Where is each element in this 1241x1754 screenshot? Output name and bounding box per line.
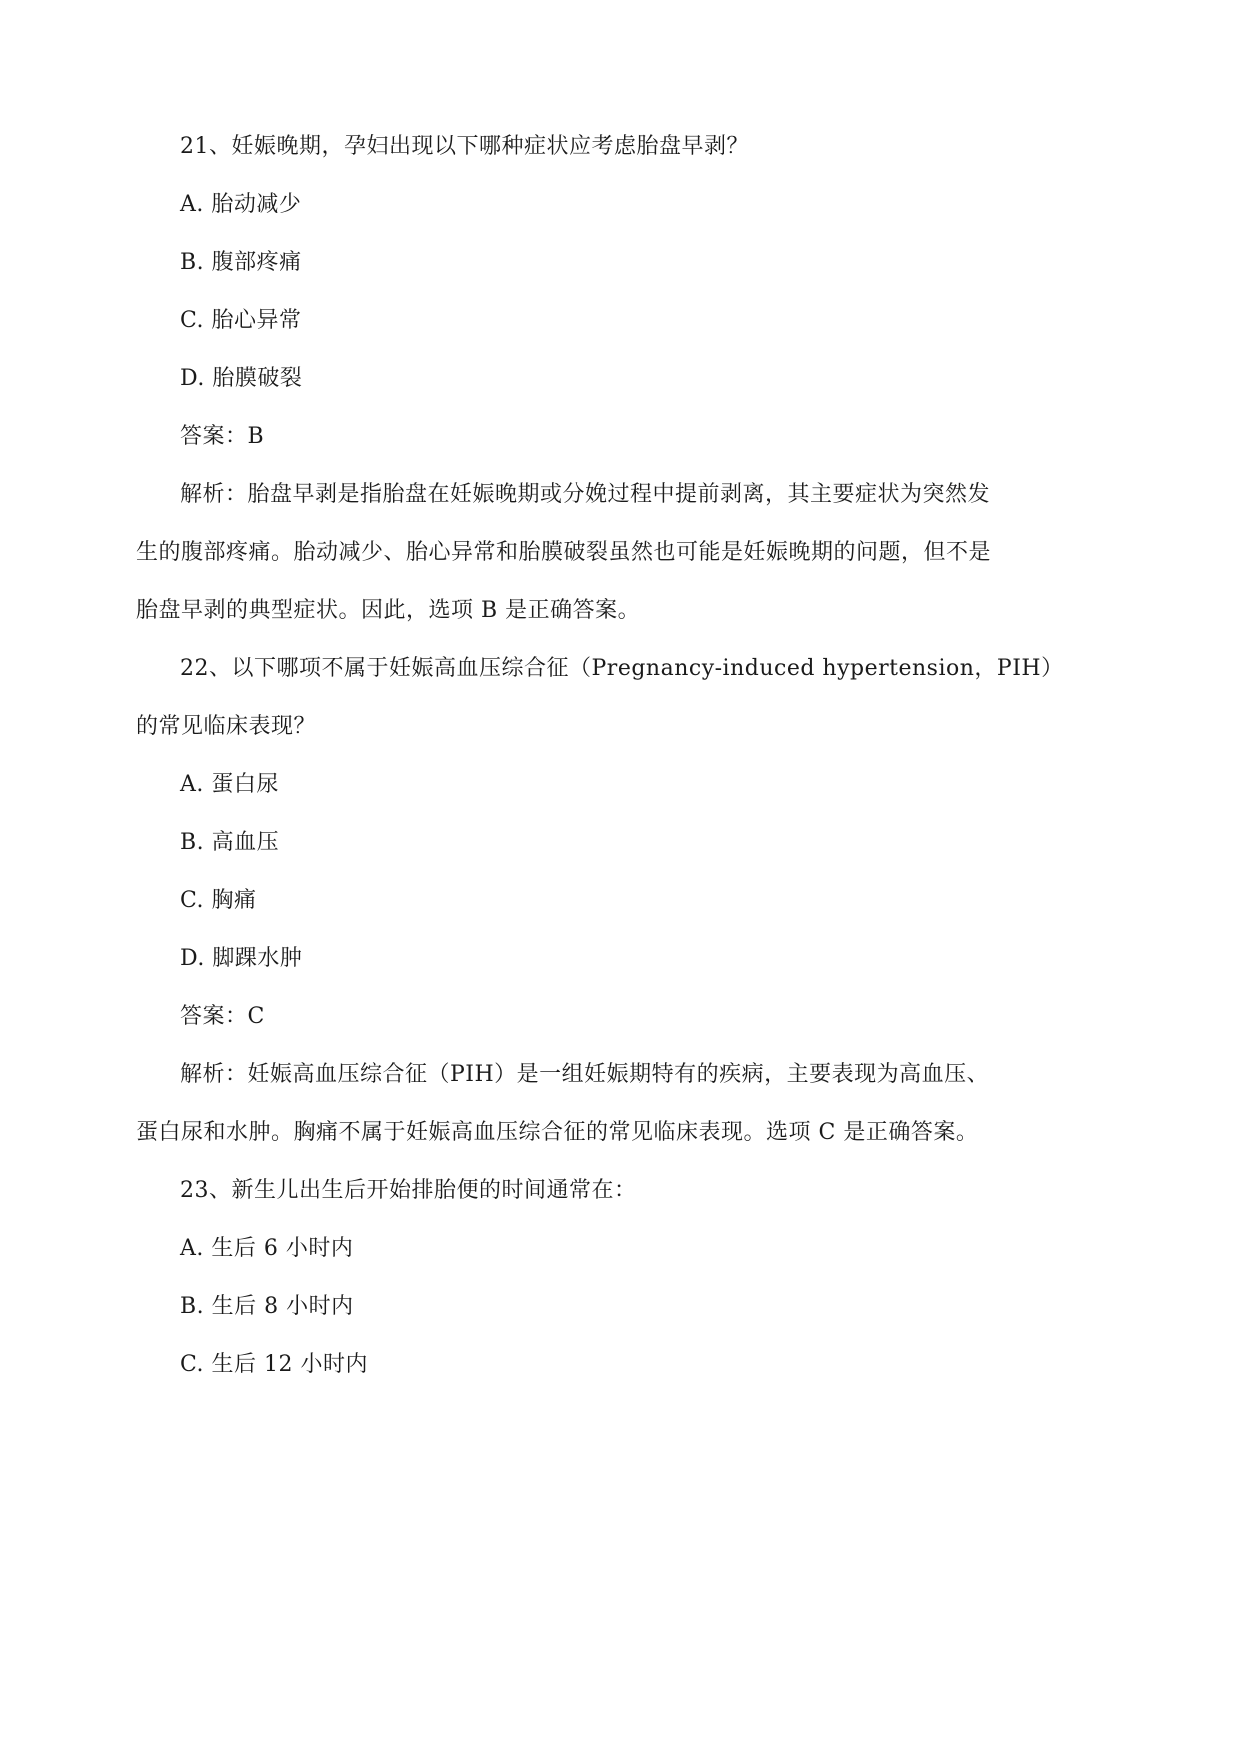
question-22-option-d: D. 脚踝水肿 xyxy=(180,946,303,971)
question-22-stem-line-1: 22、以下哪项不属于妊娠高血压综合征（Pregnancy-induced hypertension，PIH） xyxy=(180,656,1064,681)
question-22-option-a: A. 蛋白尿 xyxy=(180,772,279,797)
question-21-analysis-line-2: 生的腹部疼痛。胎动减少、胎心异常和胎膜破裂虽然也可能是妊娠晚期的问题，但不是 xyxy=(136,540,992,565)
question-21-stem: 21、妊娠晚期，孕妇出现以下哪种症状应考虑胎盘早剥？ xyxy=(180,134,749,159)
question-21-analysis-line-1: 解析：胎盘早剥是指胎盘在妊娠晚期或分娩过程中提前剥离，其主要症状为突然发 xyxy=(180,482,991,507)
question-21-option-d: D. 胎膜破裂 xyxy=(180,366,303,391)
question-22-analysis-line-2: 蛋白尿和水肿。胸痛不属于妊娠高血压综合征的常见临床表现。选项 C 是正确答案。 xyxy=(136,1120,979,1145)
question-22-stem-line-2: 的常见临床表现？ xyxy=(136,714,317,739)
question-21-option-c: C. 胎心异常 xyxy=(180,308,302,333)
question-21-analysis-line-3: 胎盘早剥的典型症状。因此，选项 B 是正确答案。 xyxy=(136,598,641,623)
question-22-option-c: C. 胸痛 xyxy=(180,888,257,913)
question-23-option-b: B. 生后 8 小时内 xyxy=(180,1294,354,1319)
question-21-answer: 答案：B xyxy=(180,424,265,449)
question-23-option-c: C. 生后 12 小时内 xyxy=(180,1352,369,1377)
question-21-option-b: B. 腹部疼痛 xyxy=(180,250,302,275)
question-22-option-b: B. 高血压 xyxy=(180,830,280,855)
question-22-analysis-line-1: 解析：妊娠高血压综合征（PIH）是一组妊娠期特有的疾病，主要表现为高血压、 xyxy=(180,1062,990,1087)
question-23-stem: 23、新生儿出生后开始排胎便的时间通常在： xyxy=(180,1178,637,1203)
question-23-option-a: A. 生后 6 小时内 xyxy=(180,1236,354,1261)
question-22-answer: 答案：C xyxy=(180,1004,265,1029)
question-21-option-a: A. 胎动减少 xyxy=(180,192,302,217)
